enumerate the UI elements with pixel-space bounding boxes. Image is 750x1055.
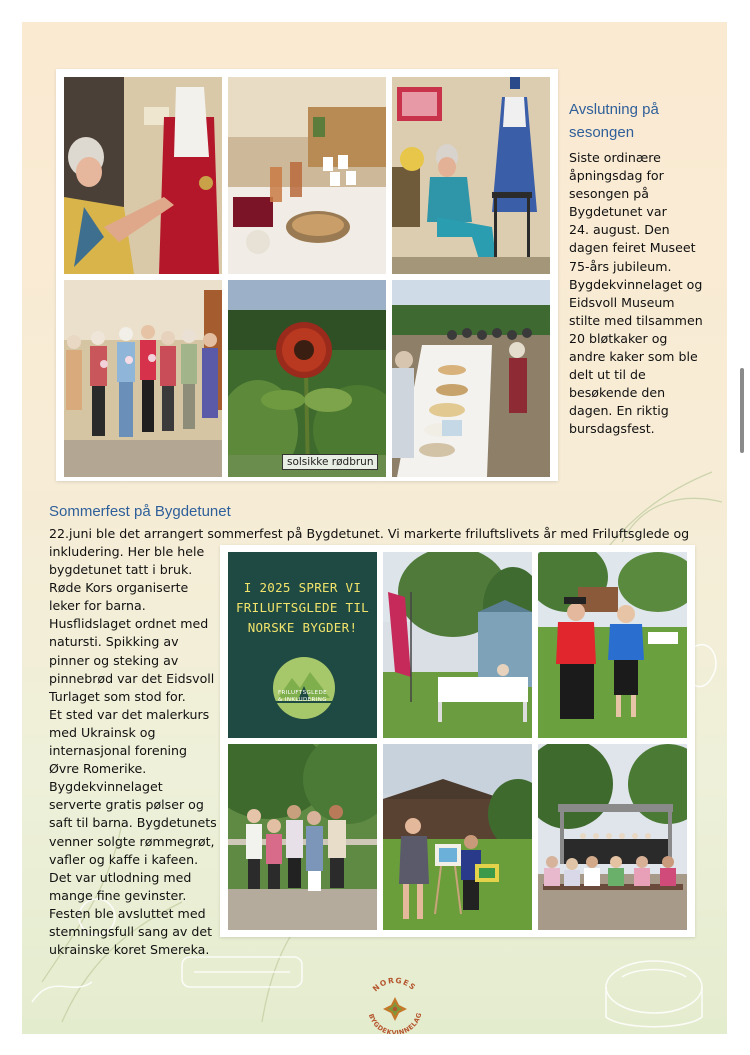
photo-choir-stage [538,744,687,930]
photo-two-women-outdoors [538,552,687,738]
body-line: Turlaget som stod for. [49,688,186,704]
photo-table-with-refreshments [228,77,386,274]
body-line: stilte med tilsammen [569,312,703,328]
scrollbar-thumb[interactable] [740,368,744,453]
body-line: mange fine gevinster. [49,887,187,903]
poster-logo-text [248,690,357,704]
body-line: stemningsfull sang av det [49,923,213,939]
body-line: dagen feiret Museet [569,240,696,256]
section-title-line: sesongen [569,124,635,141]
svg-text:NORGES: NORGES [370,975,418,994]
body-line: Bygdekvinnelaget [49,779,163,795]
body-line: Røde Kors organiserte [49,580,189,596]
poster-logo-line: & INKLUDERING [278,697,327,703]
norges-bygdekvinnelag-logo-icon [362,975,428,1038]
body-line: Bygdekvinnelaget og [569,276,703,292]
photo-seated-woman [392,77,550,274]
photo-painting-class [383,744,532,930]
body-line: besøkende den [569,385,666,401]
section-title-line: Avslutning på [569,101,659,118]
poster-line: I 2025 SPRER VI [243,580,362,595]
bottom-photo-collage [220,545,695,937]
body-line: leker for barna. [49,598,146,614]
body-line: Bygdetunet var [569,204,667,220]
photo-sunflower [228,280,386,477]
body-line: bursdagsfest. [569,421,655,437]
body-line: åpningsdag for [569,168,664,184]
body-line: ukrainske koret Smereka. [49,942,210,958]
photo-group-of-women [64,280,222,477]
body-line: venner solgte rømmegrøt, [49,833,215,849]
body-line: delt ut til de [569,367,646,383]
body-line: Eidsvoll Museum [569,294,675,310]
body-line: inkludering. Her ble hele [49,544,205,559]
body-line: pinner og steking av [49,652,179,668]
body-line: Husflidslaget ordnet med [49,616,209,632]
body-line: Siste ordinære [569,150,661,165]
body-line: Et sted var det malerkurs [49,706,210,722]
body-line: sesongen på [569,186,649,202]
section-intro-line: 22.juni ble det arrangert sommerfest på Bygdetunet. Vi markerte friluftslivets år med Friluftsglede og [49,526,690,541]
svg-text:BYGDEKVINNELAG: BYGDEKVINNELAG [366,1011,424,1038]
body-line: 24. august. Den [569,222,670,238]
poster-text [228,578,377,638]
body-line: 20 bløtkaker og [569,330,668,346]
photo-group-five-women [228,744,377,930]
body-line: vafler og kaffe i kafeen. [49,851,199,867]
body-line: Det var utlodning med [49,869,192,885]
section-body-sommerfest [49,543,244,959]
photo-caption: solsikke rødbrun [282,454,378,470]
photo-outdoor-stand-flag [383,552,532,738]
photo-cake-table [392,280,550,477]
poster-line: NORSKE BYGDER! [247,620,358,635]
poster-line: FRILUFTSGLEDE TIL [235,600,370,615]
body-line: Øvre Romerike. [49,761,147,777]
body-line: natursti. Spikking av [49,634,179,650]
body-line: Festen ble avsluttet med [49,905,206,921]
body-line: serverte gratis pølser og [49,797,204,813]
top-photo-collage [56,69,558,481]
friluftsglede-logo-icon [272,656,336,720]
section-body-avslutning [569,149,724,439]
body-line: pinnebrød var det Eidsvoll [49,670,215,686]
document-page [22,22,727,1038]
body-line: med Ukrainsk og [49,724,156,740]
section-title-avslutning [569,98,719,144]
photo-woman-with-bunad [64,77,222,274]
body-line: bygdetunet tatt i bruk. [49,562,193,578]
body-line: 75-års jubileum. [569,258,672,274]
body-line: internasjonal forening [49,743,188,759]
friluftsglede-poster [228,552,377,738]
section-title-sommerfest: Sommerfest på Bygdetunet [49,503,231,520]
body-line: andre kaker som ble [569,349,698,365]
body-line: saft til barna. Bygdetunets [49,815,217,831]
poster-logo-line: FRILUFTSGLEDE [277,690,328,696]
body-line: dagen. En riktig [569,403,669,419]
